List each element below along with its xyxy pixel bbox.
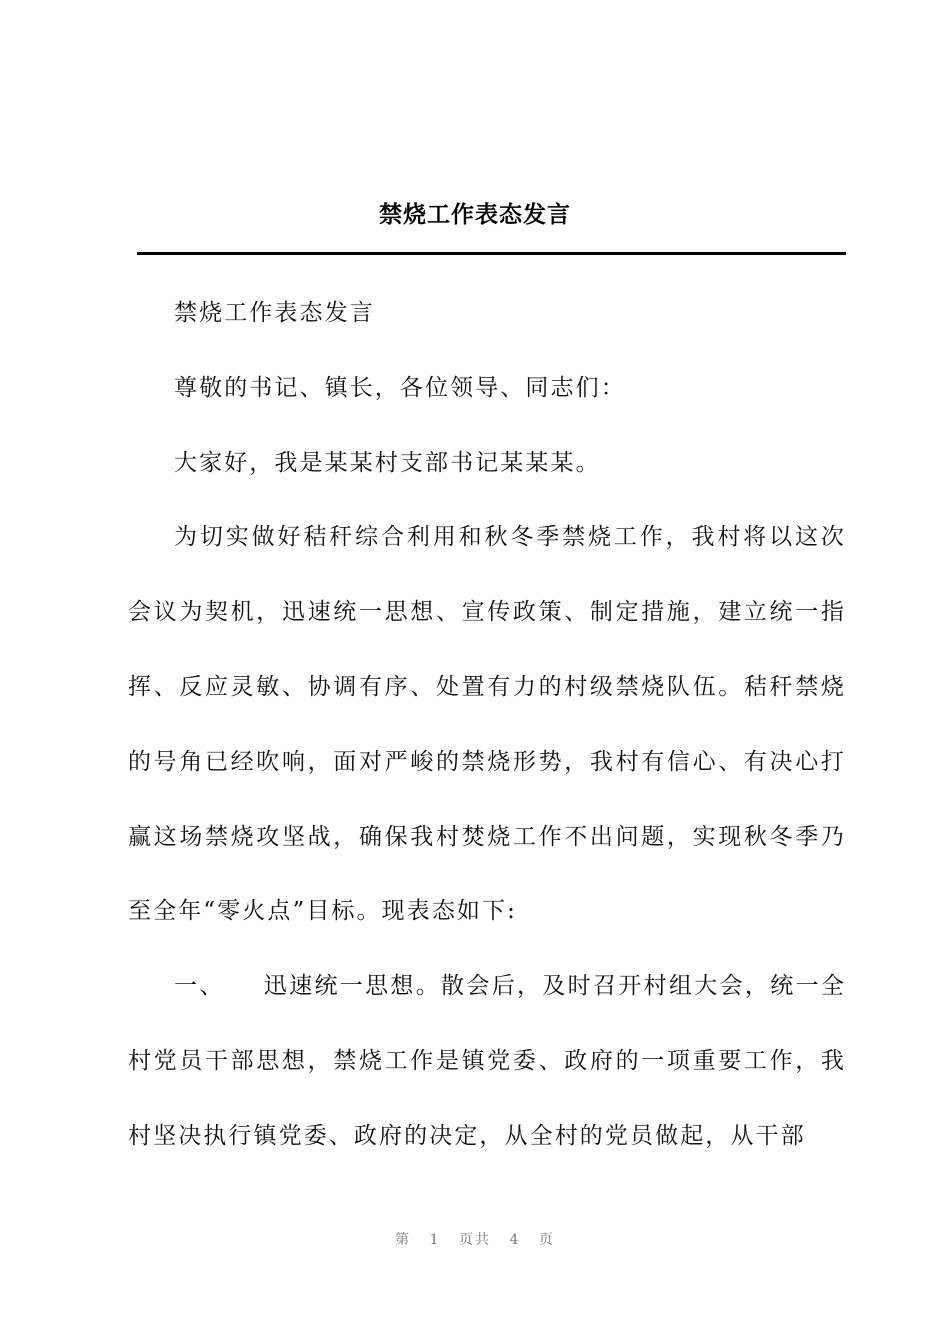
footer-page-number: 1 — [429, 1232, 441, 1248]
title-divider — [137, 252, 846, 255]
footer-page-total: 4 — [509, 1232, 521, 1248]
paragraph-heading: 禁烧工作表态发言 — [174, 300, 375, 326]
paragraph-intro: 为切实做好秸秆综合利用和秋冬季禁烧工作，我村将以这次会议为契机，迅速统一思想、宣传政策、制定措施，建立统一指挥、反应灵敏、协调有序、处置有力的村级禁烧队伍。秸秆禁烧的号角已经吹响，面对严峻的禁烧形势，我村有信心、有决心打赢这场禁烧攻坚战，确保我村焚烧工作不出问题，实现秋冬季乃至全年“零火点”目标。现表态如下: — [128, 524, 846, 925]
paragraph-greeting: 大家好，我是某某村支部书记某某某。 — [174, 449, 601, 476]
footer-page-prefix: 第 — [395, 1232, 412, 1248]
document-title: 禁烧工作表态发言 — [379, 202, 571, 228]
paragraph-point-one: 一、 迅速统一思想。散会后，及时召开村组大会，统一全村党员干部思想，禁烧工作是镇党委、政府的一项重要工作，我村坚决执行镇党委、政府的决定，从全村的党员做起，从干部 — [128, 973, 846, 1149]
footer-page-suffix: 页 — [538, 1232, 555, 1248]
page-footer — [0, 1229, 950, 1249]
document-body — [128, 276, 846, 1174]
paragraph-salutation: 尊敬的书记、镇长，各位领导、同志们： — [174, 374, 626, 401]
footer-page-mid: 页共 — [459, 1232, 491, 1248]
